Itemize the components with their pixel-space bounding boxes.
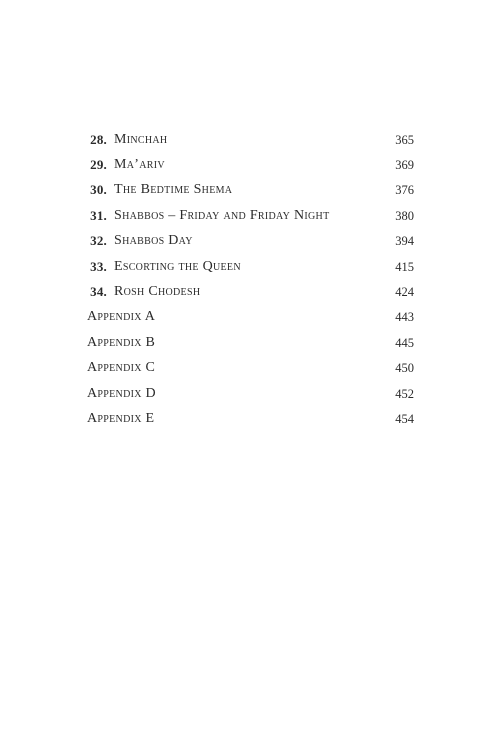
chapter-number: 33. <box>90 259 107 274</box>
page-number: 365 <box>395 133 414 147</box>
page-number: 415 <box>395 260 414 274</box>
appendix-title: Appendix D <box>87 386 156 401</box>
page-number: 424 <box>395 285 414 299</box>
toc-entry-escorting-the-queen[interactable] <box>0 259 500 281</box>
page-number: 445 <box>395 336 414 350</box>
page-number: 443 <box>395 310 414 324</box>
appendix-title: Appendix C <box>87 360 156 375</box>
chapter-title: The Bedtime Shema <box>114 182 233 197</box>
toc-entry-appendix-a[interactable] <box>0 309 500 331</box>
appendix-title: Appendix A <box>87 309 156 324</box>
toc-entry-shabbos-friday[interactable] <box>0 208 500 230</box>
toc-entry-bedtime-shema[interactable] <box>0 182 500 204</box>
toc-entry-minchah[interactable] <box>0 132 500 154</box>
appendix-title: Appendix E <box>87 411 155 426</box>
chapter-title: Shabbos – Friday and Friday Night <box>114 208 330 223</box>
chapter-title: Escorting the Queen <box>114 259 241 274</box>
page-number: 376 <box>395 183 414 197</box>
page-number: 380 <box>395 209 414 223</box>
chapter-number: 31. <box>90 208 107 223</box>
chapter-title: Shabbos Day <box>114 233 193 248</box>
page-number: 394 <box>395 234 414 248</box>
chapter-number: 34. <box>90 284 107 299</box>
toc-entry-shabbos-day[interactable] <box>0 233 500 255</box>
toc-entry-appendix-c[interactable] <box>0 360 500 382</box>
page-number: 454 <box>395 412 414 426</box>
chapter-title: Ma’ariv <box>114 157 165 172</box>
chapter-number: 29. <box>90 157 107 172</box>
toc-entry-appendix-d[interactable] <box>0 386 500 408</box>
toc-entry-appendix-b[interactable] <box>0 335 500 357</box>
chapter-number: 28. <box>90 132 107 147</box>
toc-entry-appendix-e[interactable] <box>0 411 500 433</box>
chapter-number: 30. <box>90 182 107 197</box>
appendix-title: Appendix B <box>87 335 156 350</box>
chapter-title: Rosh Chodesh <box>114 284 201 299</box>
toc-entry-maariv[interactable] <box>0 157 500 179</box>
page-number: 450 <box>395 361 414 375</box>
chapter-title: Minchah <box>114 132 168 147</box>
toc-entry-rosh-chodesh[interactable] <box>0 284 500 306</box>
page-number: 369 <box>395 158 414 172</box>
chapter-number: 32. <box>90 233 107 248</box>
page-number: 452 <box>395 387 414 401</box>
